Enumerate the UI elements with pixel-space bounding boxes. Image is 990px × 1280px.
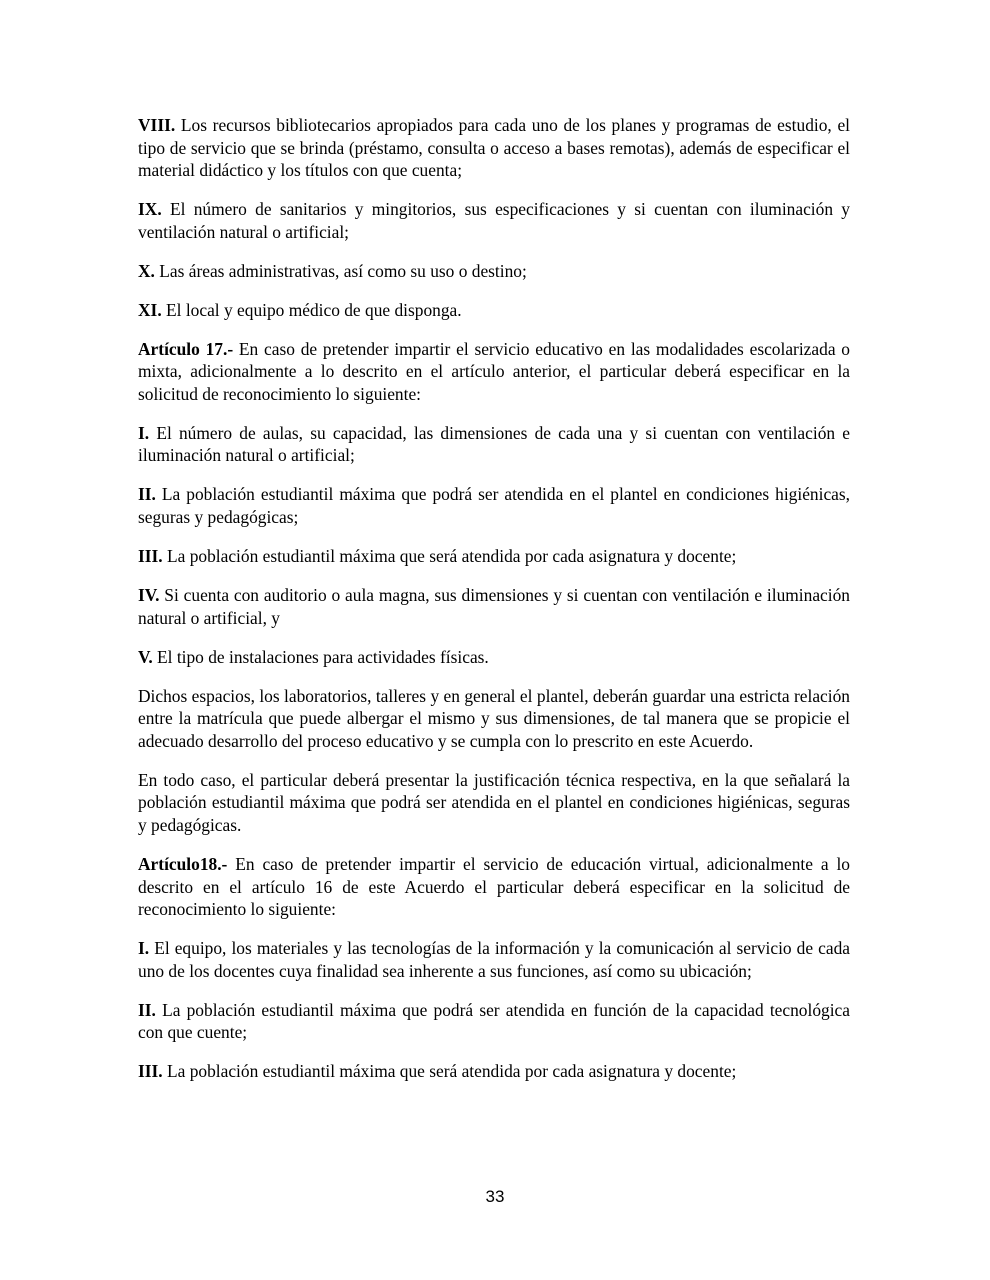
paragraph-x [138, 260, 850, 283]
article-18-item-ii [138, 999, 850, 1044]
article-17-item-iii [138, 545, 850, 568]
paragraph-lead: II. [138, 484, 156, 505]
paragraph-lead: IV. [138, 585, 160, 606]
paragraph-text: Dichos espacios, los laboratorios, talleres y en general el plantel, deberán guardar una estricta relación entre la matrícula que puede albergar el mismo y sus dimensiones, de tal manera que se propicie el adecuado desarrollo del proceso educativo y se cumpla con lo prescrito en este Acuerdo. [138, 685, 850, 751]
paragraph-text: En caso de pretender impartir el servicio de educación virtual, adicionalmente a lo descrito en el artículo 16 de este Acuerdo el particular deberá especificar en la solicitud de reconocimiento lo siguiente: [138, 853, 850, 920]
paragraph-ix [138, 198, 850, 243]
article-17-item-iv [138, 584, 850, 629]
document-body [138, 114, 850, 1099]
paragraph-text: El equipo, los materiales y las tecnologías de la información y la comunicación al servicio de cada uno de los docentes cuya finalidad sea inherente a sus funciones, así como su ubicación; [138, 938, 850, 981]
paragraph-text: El número de sanitarios y mingitorios, sus especificaciones y si cuentan con iluminación y ventilación natural o artificial; [138, 199, 850, 242]
paragraph-text: Los recursos bibliotecarios apropiados para cada uno de los planes y programas de estudio, el tipo de servicio que se brinda (préstamo, consulta o acceso a bases remotas), además de especificar el material didáctico y los títulos con que cuenta; [138, 115, 850, 181]
paragraph-text: La población estudiantil máxima que será atendida por cada asignatura y docente; [162, 1061, 737, 1082]
paragraph-text: Si cuenta con auditorio o aula magna, sus dimensiones y si cuentan con ventilación e iluminación natural o artificial, y [138, 585, 850, 628]
paragraph-text: El número de aulas, su capacidad, las dimensiones de cada una y si cuentan con ventilación e iluminación natural o artificial; [138, 422, 850, 466]
paragraph-lead: X. [138, 260, 155, 281]
paragraph-viii [138, 114, 850, 182]
paragraph-text: La población estudiantil máxima que podrá ser atendida en el plantel en condiciones higiénicas, seguras y pedagógicas; [138, 484, 850, 528]
paragraph-xi [138, 299, 850, 322]
article-heading: Artículo18.- [138, 853, 228, 874]
paragraph-lead: II. [138, 999, 156, 1020]
paragraph-text: Las áreas administrativas, así como su uso o destino; [154, 260, 527, 281]
paragraph-lead: XI. [138, 299, 162, 320]
paragraph-lead: IX. [138, 199, 162, 220]
paragraph-lead: I. [138, 938, 150, 959]
article-heading: Artículo 17.- [138, 338, 234, 359]
paragraph-lead: III. [138, 1061, 163, 1082]
paragraph-lead: VIII. [138, 115, 176, 135]
article-17-item-ii [138, 483, 850, 528]
page-number: 33 [485, 1187, 505, 1206]
article-18-item-iii [138, 1060, 850, 1083]
article-17-item-v [138, 646, 850, 669]
paragraph-lead: V. [138, 646, 153, 667]
paragraph-lead: I. [138, 422, 150, 443]
paragraph-text: En caso de pretender impartir el servicio educativo en las modalidades escolarizada o mixta, adicionalmente a lo descrito en el artículo anterior, el particular deberá especificar en la solicitud de reconocimiento lo siguiente: [138, 338, 851, 404]
paragraph-text: El tipo de instalaciones para actividades físicas. [152, 646, 489, 667]
paragraph-lead: III. [138, 546, 163, 567]
article-18 [138, 853, 850, 921]
paragraph-text: La población estudiantil máxima que podrá ser atendida en función de la capacidad tecnológica con que cuente; [138, 999, 850, 1043]
paragraph-text: La población estudiantil máxima que será atendida por cada asignatura y docente; [162, 546, 737, 567]
article-17-item-i [138, 422, 850, 467]
paragraph-text: El local y equipo médico de que disponga. [161, 299, 462, 320]
article-18-item-i [138, 937, 850, 982]
article-17 [138, 338, 850, 406]
paragraph-text: En todo caso, el particular deberá presentar la justificación técnica respectiva, en la que señalará la población estudiantil máxima que podrá ser atendida en el plantel en condiciones higiénicas, seguras y pedagógicas. [138, 769, 850, 835]
paragraph-espacios [138, 685, 850, 753]
paragraph-justificacion [138, 769, 850, 837]
